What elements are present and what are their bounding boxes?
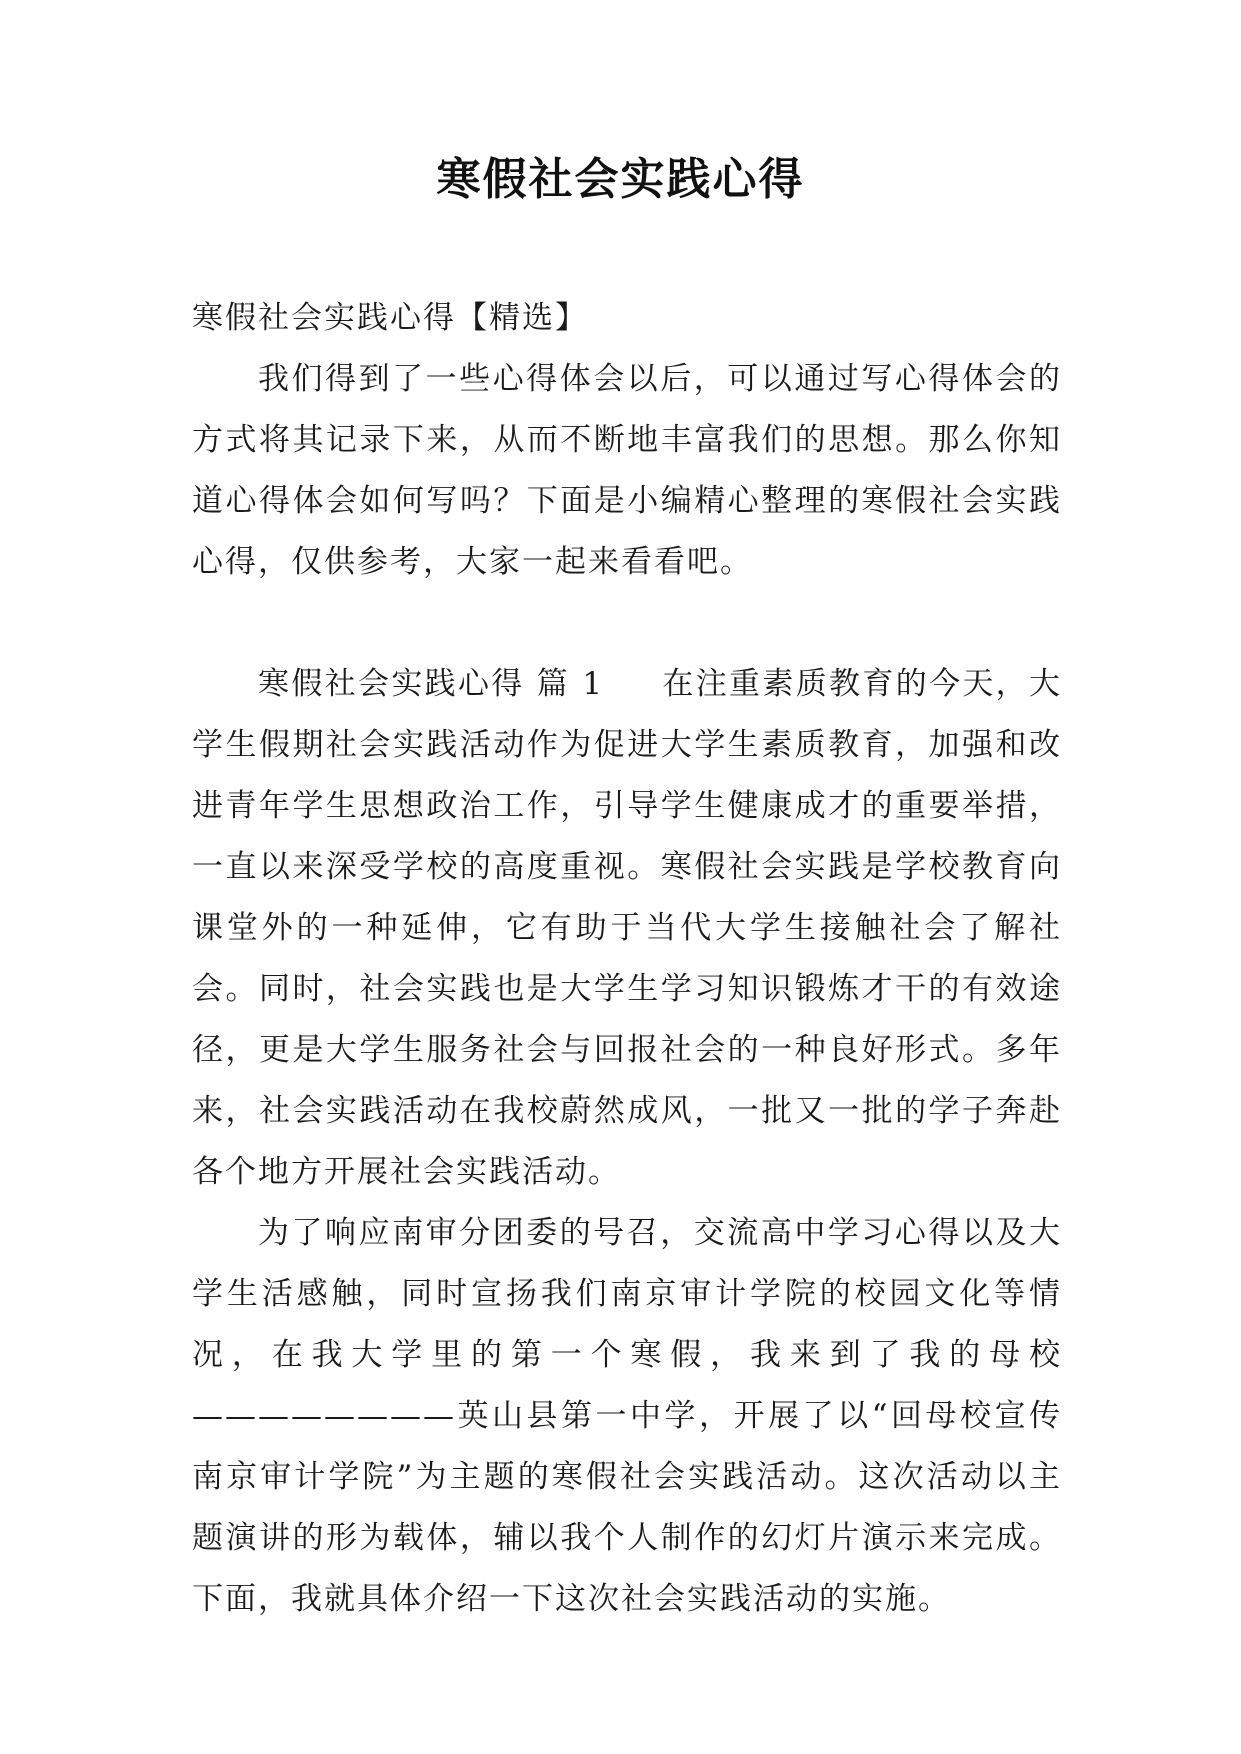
document-body — [192, 288, 1062, 1630]
paragraph-gap — [192, 593, 1062, 654]
section-1-heading: 寒假社会实践心得 篇 1 — [258, 666, 605, 702]
document-title: 寒假社会实践心得 — [436, 154, 805, 205]
section-1-text: 在注重素质教育的今天，大学生假期社会实践活动作为促进大学生素质教育，加强和改进青年学生思想政治工作，引导学生健康成才的重要举措，一直以来深受学校的高度重视。寒假社会实践是学校教育向课堂外的一种延伸，它有助于当代大学生接触社会了解社会。同时，社会实践也是大学生学习知识锻炼才干的有效途径，更是大学生服务社会与回报社会的一种良好形式。多年来，社会实践活动在我校蔚然成风，一批又一批的学子奔赴各个地方开展社会实践活动。 — [192, 666, 1063, 1190]
document-subtitle: 寒假社会实践心得【精选】 — [192, 300, 588, 336]
intro-paragraph: 我们得到了一些心得体会以后，可以通过写心得体会的方式将其记录下来，从而不断地丰富我们的思想。那么你知道心得体会如何写吗？下面是小编精心整理的寒假社会实践心得，仅供参考，大家一起来看看吧。 — [192, 361, 1062, 580]
section-1-paragraph-1 — [192, 654, 1062, 1203]
section-1-paragraph-2: 为了响应南审分团委的号召，交流高中学习心得以及大学生活感触，同时宣扬我们南京审计学院的校园文化等情况，在我大学里的第一个寒假，我来到了我的母校————————英山县第一中学，开展了以“回母校宣传南京审计学院”为主题的寒假社会实践活动。这次活动以主题演讲的形为载体，辅以我个人制作的幻灯片演示来完成。下面，我就具体介绍一下这次社会实践活动的实施。 — [192, 1215, 1062, 1617]
